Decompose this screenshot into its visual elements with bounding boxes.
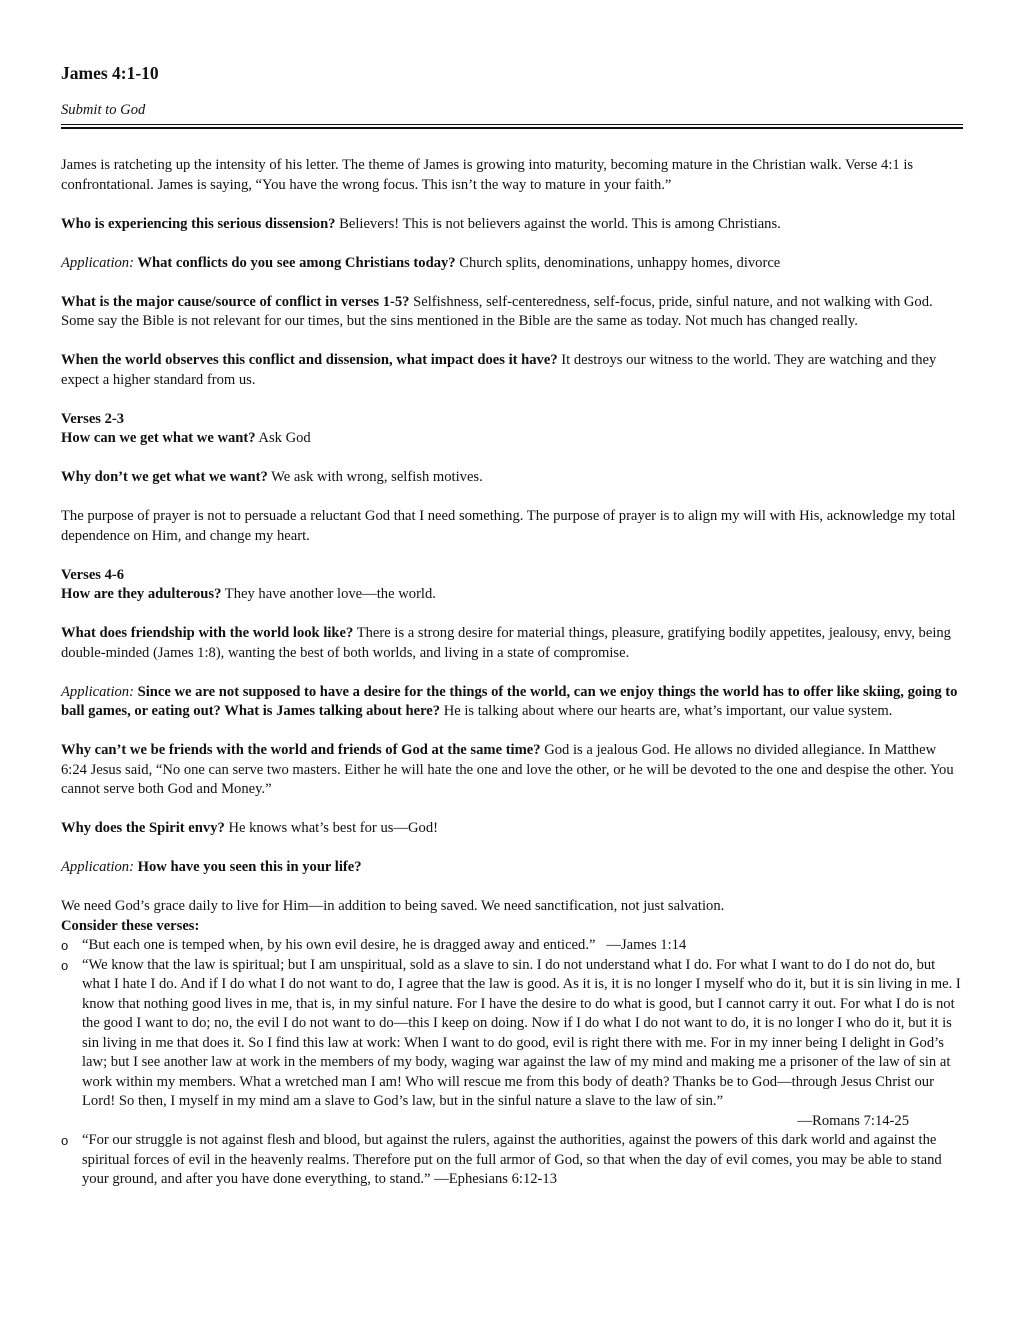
question-friends-with-world: Why can’t we be friends with the world and friends of God at the same time? God is a jealous God. He allows no divided allegiance. In Matthew 6:24 Jesus said, “No one can serve two masters. Either he will hate the one and love the other, or he will be devoted to the one and despise the other. You cannot serve both God and Money.” [61,742,954,797]
page-subtitle: Submit to God [61,102,146,118]
grace-paragraph: We need God’s grace daily to live for Him—in addition to being saved. We need sanctification, not just salvation. [61,898,725,914]
question-spirit-envy: Why does the Spirit envy? He knows what’s best for us—God! [61,820,439,836]
question-get-what-we-want: How can we get what we want? Ask God [61,430,311,446]
application-your-life: Application: How have you seen this in your life? [61,859,362,875]
list-item: o “For our struggle is not against flesh and blood, but against the rulers, against the authorities, against the powers of this dark world and against the spiritual forces of evil in the heavenly realms. Therefore put on the full armor of God, so that when the day of evil comes, you may be able to stand your ground, and after you have done everything, to stand.” —Ephesians 6:12-13 [61,1131,963,1190]
verse-reference: —Romans 7:14-25 [797,1112,909,1129]
question-why-dont-we-get: Why don’t we get what we want? We ask with wrong, selfish motives. [61,469,483,485]
section-heading-verses-4-6: Verses 4-6 [61,566,125,583]
section-heading-verses-2-3: Verses 2-3 [61,410,125,427]
page-title: James 4:1-10 [61,63,159,83]
question-adulterous: How are they adulterous? They have another love—the world. [61,586,436,602]
document-page [61,62,963,1190]
verse-list [61,936,963,1190]
question-dissension: Who is experiencing this serious dissension? Believers! This is not believers against the world. This is among Christians. [61,215,781,232]
application-enjoy-things: Application: Since we are not supposed to have a desire for the things of the world, can we enjoy things the world has to offer like skiing, going to ball games, or eating out? What is James talking about here? He is talking about where our hearts are, what’s important, our value system. [61,683,958,719]
prayer-paragraph: The purpose of prayer is not to persuade a reluctant God that I need something. The purpose of prayer is to align my will with His, acknowledge my total dependence on Him, and change my heart. [61,508,956,544]
verse-text: “We know that the law is spiritual; but I am unspiritual, sold as a slave to sin. I do not understand what I do. For what I want to do I do not do, but what I hate I do. And if I do what I do not want to do, I agree that the law is good. As it is, it is no longer I myself who do it, but it is sin living in me. I know that nothing good lives in me, that is, in my sinful nature. For I have the desire to do what is good, but I cannot carry it out. For what I do is not the good I want to do; no, the evil I do not want to do—this I keep on doing. Now if I do what I do not want to do, it is no longer I who do it, but it is sin living in me that does it. So I find this law at work: When I want to do good, evil is right there with me. For in my inner being I delight in God’s law; but I see another law at work in the members of my body, waging war against the law of my mind and making me a prisoner of the law of sin at work within my members. What a wretched man I am! Who will rescue me from this body of death? Thanks be to God—through Jesus Christ our Lord! So then, I myself in my mind am a slave to God’s law, but in the sinful nature a slave to the law of sin.” [82,956,961,1109]
question-friendship-with-world: What does friendship with the world look like? There is a strong desire for material things, pleasure, gratifying bodily appetites, jealousy, envy, being double-minded (James 1:8), wanting the best of both worlds, and living in a state of compromise. [61,625,951,661]
intro-paragraph: James is ratcheting up the intensity of his letter. The theme of James is growing into maturity, becoming mature in the Christian walk. Verse 4:1 is confrontational. James is saying, “You have the wrong focus. This isn’t the way to mature in your faith.” [61,157,914,193]
question-cause-of-conflict: What is the major cause/source of conflict in verses 1-5? Selfishness, self-centeredness, self-focus, pride, sinful nature, and not walking with God. Some say the Bible is not relevant for our times, but the sins mentioned in the Bible are the same as today. Not much has changed really. [61,293,933,329]
list-item [61,956,963,1132]
list-item: o “But each one is temped when, by his own evil desire, he is dragged away and enticed.” —James 1:14 [61,936,963,956]
consider-heading: Consider these verses: [61,917,200,934]
application-conflicts: Application: What conflicts do you see among Christians today? Church splits, denominations, unhappy homes, divorce [61,254,781,271]
question-world-impact: When the world observes this conflict and dissension, what impact does it have? It destroys our witness to the world. They are watching and they expect a higher standard from us. [61,352,937,388]
